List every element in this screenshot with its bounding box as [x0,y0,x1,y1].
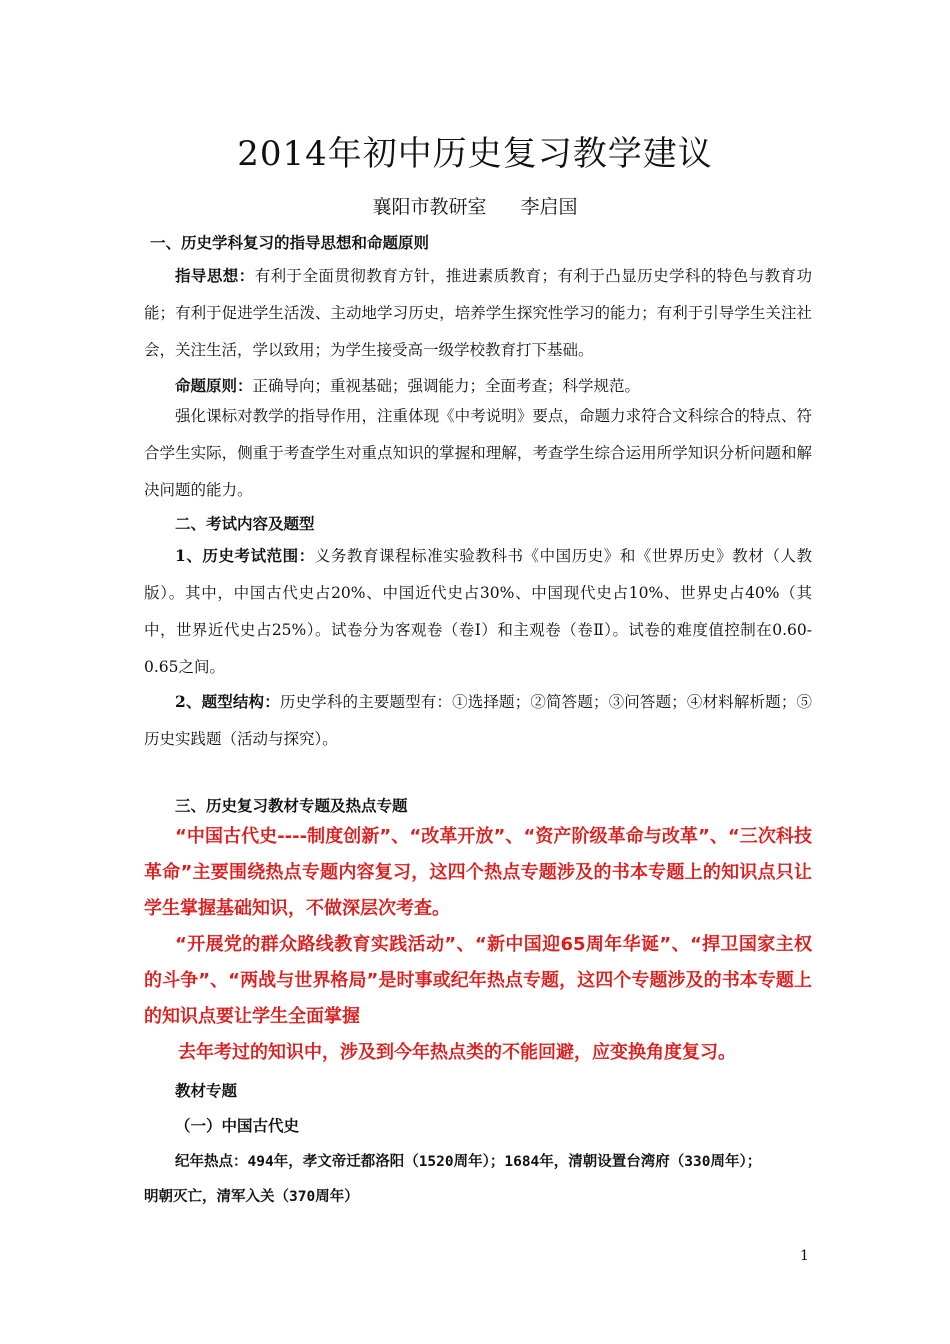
page-number: 1 [800,1248,809,1264]
guiding-thought-label: 指导思想： [175,266,255,285]
author-name: 李启国 [520,196,578,218]
textbook-topics-heading: 教材专题 [175,1081,238,1100]
principle-text: 正确导向；重视基础；强调能力；全面考查；科学规范。 [252,377,641,395]
question-type-paragraph [144,683,812,758]
page-title: 2014年初中历史复习教学建议 [237,134,713,174]
question-type-label: 2、题型结构： [175,692,280,711]
curriculum-paragraph: 强化课标对教学的指导作用，注重体现《中考说明》要点，命题力求符合文科综合的特点、符合学生实际，侧重于考查学生对重点知识的掌握和理解，考查学生综合运用所学知识分析问题和解决问题的能力。 [144,407,812,499]
section-1-heading: 一、历史学科复习的指导思想和命题原则 [150,233,430,252]
section-3-heading: 三、历史复习教材专题及热点专题 [175,796,408,815]
hot-topic-paragraph-2: “开展党的群众路线教育实践活动”、“新中国迎65周年华诞”、“捍卫国家主权的斗争”、“两战与世界格局”是时事或纪年热点专题，这四个专题涉及的书本专题上的知识点要让学生全面掌握 [144,934,812,1027]
section-2-heading: 二、考试内容及题型 [175,514,315,533]
exam-scope-label: 1、历史考试范围： [175,546,315,565]
hot-topic-paragraph-3: 去年考过的知识中，涉及到今年热点类的不能回避，应变换角度复习。 [178,1042,736,1063]
author-line [0,192,950,219]
anniversary-line-1: 纪年热点：494年，孝文帝迁都洛阳（1520周年）；1684年，清朝设置台湾府（330周年）； [175,1154,762,1170]
hot-topic-paragraph-1: “中国古代史----制度创新”、“改革开放”、“资产阶级革命与改革”、“三次科技革命”主要围绕热点专题内容复习，这四个热点专题涉及的书本专题上的知识点只让学生掌握基础知识，不做深层次考查。 [144,826,812,919]
exam-scope-text: 义务教育课程标准实验教科书《中国历史》和《世界历史》教材（人教版）。其中，中国古代史占20%、中国近代史占30%、中国现代史占10%、世界史占40%（其中，世界近代史占25%）。试卷分为客观卷（卷Ⅰ）和主观卷（卷Ⅱ）。试卷的难度值控制在0.60-0.65之间。 [144,547,812,676]
chinese-ancient-history-heading: （一）中国古代史 [175,1116,300,1135]
anniversary-line-2: 明朝灭亡，清军入关（370周年） [144,1189,359,1205]
principle-label: 命题原则： [175,376,253,395]
guiding-thought-paragraph [144,257,812,369]
question-type-text: 历史学科的主要题型有：①选择题；②简答题；③问答题；④材料解析题；⑤历史实践题（活动与探究）。 [144,693,812,748]
exam-scope-paragraph [144,537,812,686]
guiding-thought-text: 有利于全面贯彻教育方针，推进素质教育；有利于凸显历史学科的特色与教育功能；有利于促进学生活泼、主动地学习历史，培养学生探究性学习的能力；有利于引导学生关注社会，关注生活，学以致用；为学生接受高一级学校教育打下基础。 [144,267,812,359]
author-organization: 襄阳市教研室 [372,196,487,218]
